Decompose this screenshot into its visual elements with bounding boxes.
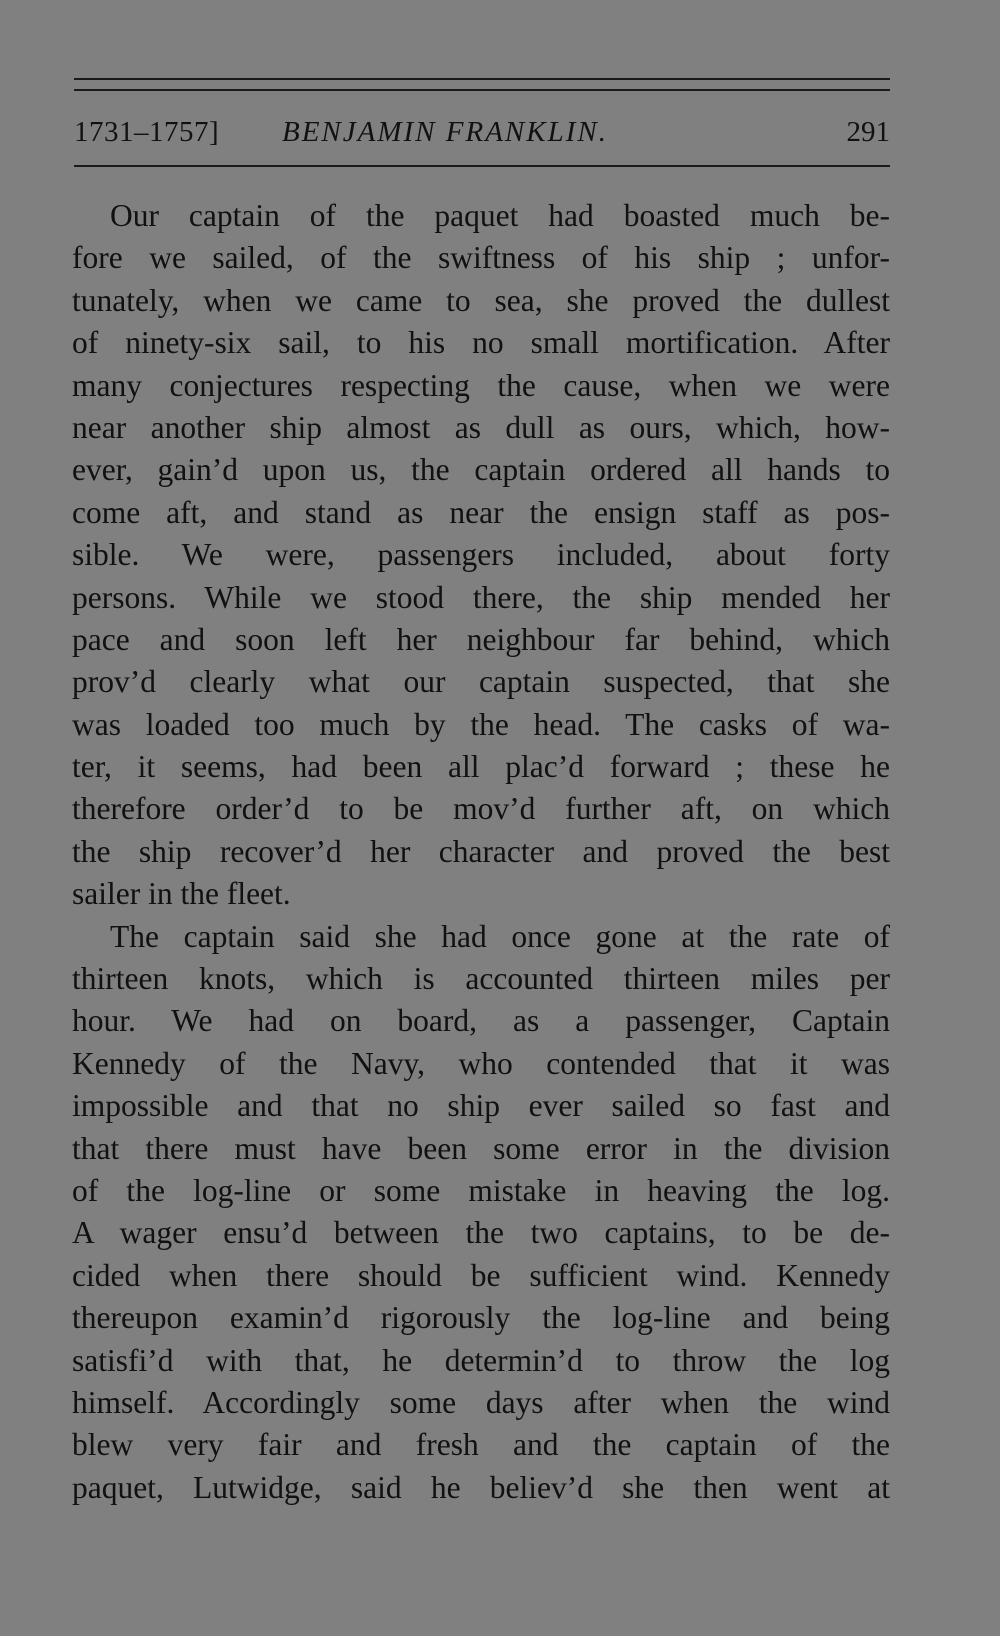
text-line: The captain said she had once gone at the rate of xyxy=(110,918,890,954)
text-line: fore we sailed, of the swiftness of his ship ; unfor- xyxy=(72,240,890,276)
header-rule xyxy=(74,165,890,167)
text-line: ter, it seems, had been all plac’d forward ; these he xyxy=(72,749,890,785)
text-line: persons. While we stood there, the ship mended her xyxy=(72,579,890,615)
text-line: hour. We had on board, as a passenger, Captain xyxy=(72,1003,890,1039)
running-head-dates: 1731–1757] xyxy=(74,116,220,148)
text-line: cided when there should be sufficient wind. Kennedy xyxy=(72,1257,890,1293)
text-line: of the log-line or some mistake in heaving the log. xyxy=(72,1172,890,1208)
body-text xyxy=(72,195,890,1509)
text-line: many conjectures respecting the cause, when we were xyxy=(72,367,890,403)
text-line: therefore order’d to be mov’d further aft, on which xyxy=(72,791,890,827)
top-rule xyxy=(74,78,890,80)
text-line: prov’d clearly what our captain suspected, that she xyxy=(72,664,890,700)
text-line: A wager ensu’d between the two captains, to be de- xyxy=(72,1215,890,1251)
text-line: himself. Accordingly some days after when the wind xyxy=(72,1384,890,1420)
text-line: tunately, when we came to sea, she proved the dullest xyxy=(72,282,890,318)
text-line: sailer in the fleet. xyxy=(72,876,291,912)
running-head-title: BENJAMIN FRANKLIN. xyxy=(282,116,608,148)
text-line: Kennedy of the Navy, who contended that it was xyxy=(72,1045,890,1081)
text-line: pace and soon left her neighbour far behind, which xyxy=(72,621,890,657)
text-line: the ship recover’d her character and proved the best xyxy=(72,833,890,869)
text-line: satisfi’d with that, he determin’d to throw the log xyxy=(72,1342,890,1378)
text-line: thereupon examin’d rigorously the log-line and being xyxy=(72,1300,890,1336)
text-line: was loaded too much by the head. The casks of wa- xyxy=(72,706,890,742)
text-line: blew very fair and fresh and the captain of the xyxy=(72,1427,890,1463)
text-line: come aft, and stand as near the ensign staff as pos- xyxy=(72,494,890,530)
text-line: that there must have been some error in the division xyxy=(72,1130,890,1166)
page-number: 291 xyxy=(846,116,890,148)
running-head xyxy=(74,112,890,152)
text-line: ever, gain’d upon us, the captain ordered all hands to xyxy=(72,452,890,488)
text-line: Our captain of the paquet had boasted much be- xyxy=(110,198,890,233)
top-rule-inner xyxy=(74,89,890,91)
text-line: thirteen knots, which is accounted thirteen miles per xyxy=(72,961,890,997)
text-line: paquet, Lutwidge, said he believ’d she then went at xyxy=(72,1469,890,1505)
text-line: sible. We were, passengers included, about forty xyxy=(72,537,890,573)
text-line: near another ship almost as dull as ours, which, how- xyxy=(72,409,890,445)
text-line: of ninety-six sail, to his no small mortification. After xyxy=(72,325,890,361)
text-line: impossible and that no ship ever sailed so fast and xyxy=(72,1088,890,1124)
